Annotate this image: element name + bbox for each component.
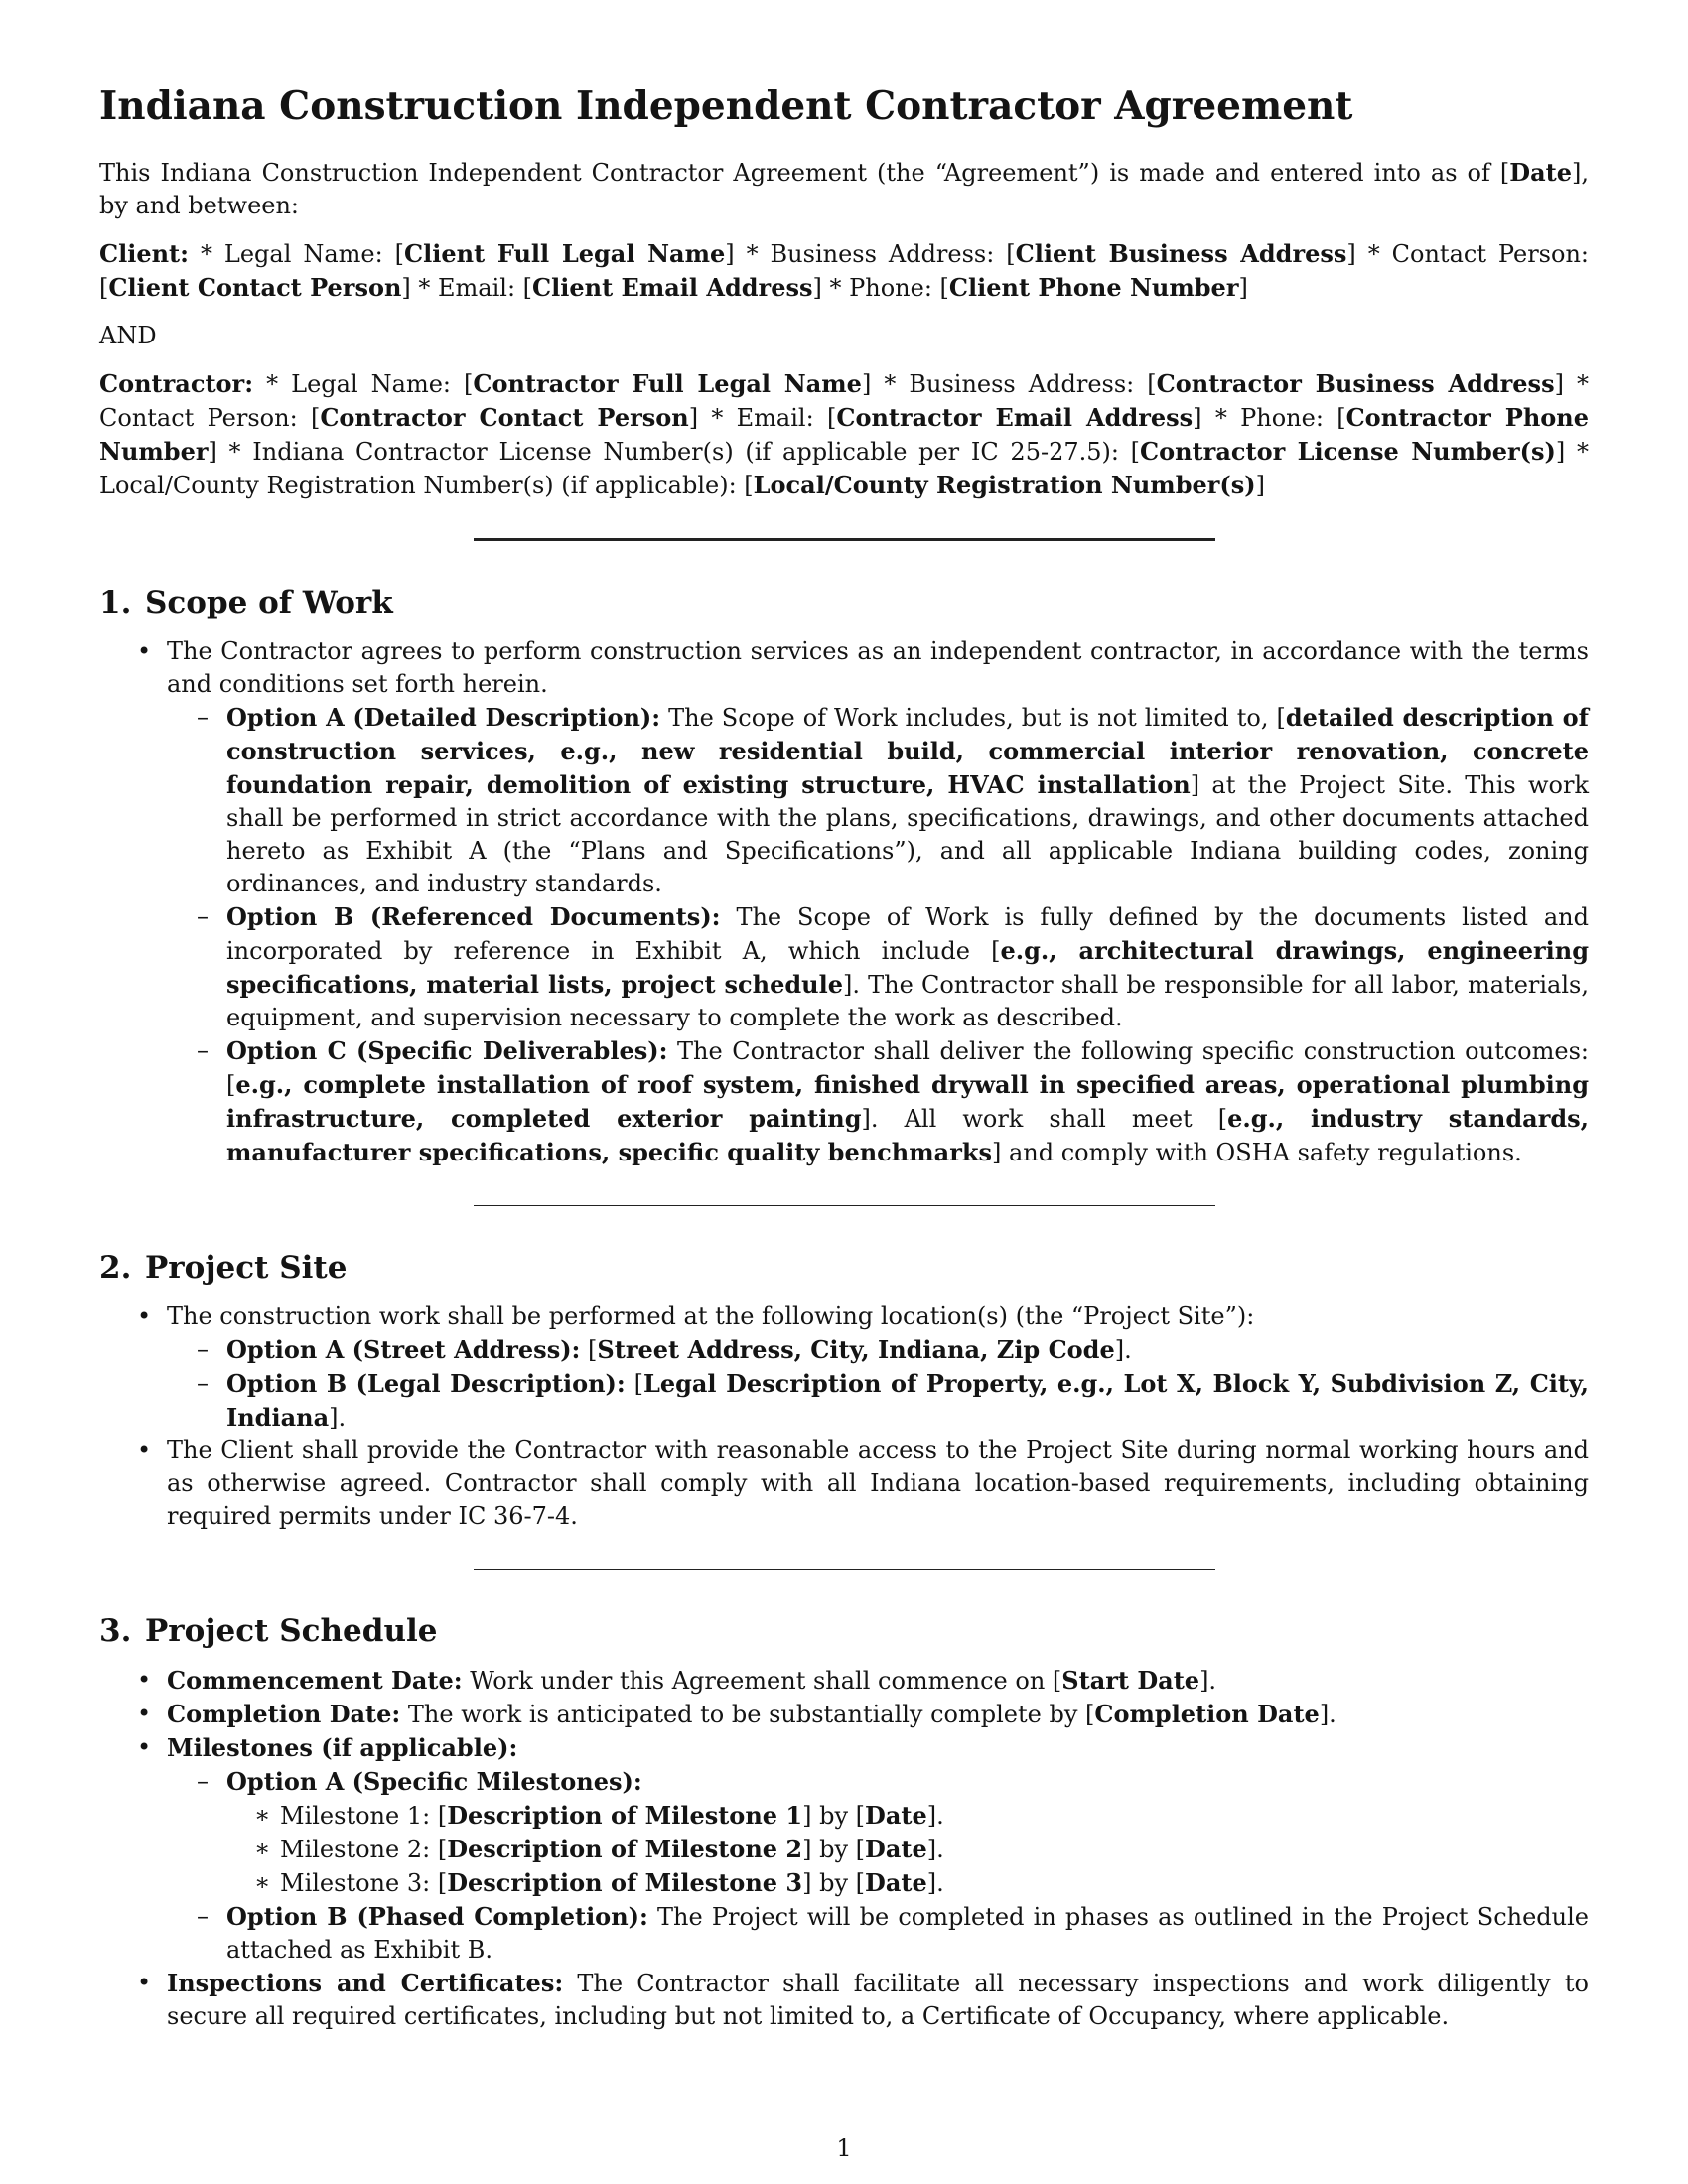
- site-option-b: – Option B (Legal Description): [Legal Description of Property, e.g., Lot X, Block Y, Subdivision Z, City, Indiana].: [167, 1367, 1589, 1434]
- site-options-list: [167, 1333, 1589, 1434]
- site-option-a: – Option A (Street Address): [Street Address, City, Indiana, Zip Code].: [167, 1333, 1589, 1367]
- client-block: Client: * Legal Name: [Client Full Legal Name] * Business Address: [Client Business Address] * Contact Person: [Client Contact Person] * Email: [Client Email Address] * Phone: [Client Phone Number]: [99, 238, 1589, 302]
- section-divider: [474, 1205, 1215, 1206]
- agreement-date-placeholder: Date: [1509, 157, 1572, 187]
- contractor-registration: Local/County Registration Number(s): [753, 470, 1256, 499]
- contractor-legal-name: Contractor Full Legal Name: [473, 368, 862, 398]
- inspections-item: • Inspections and Certificates: The Contractor shall facilitate all necessary inspections and work diligently to secure all required certificates, including but not limited to, a Certificate of Occupancy, where applicable.: [99, 1967, 1589, 2033]
- client-legal-name: Client Full Legal Name: [404, 238, 726, 268]
- section-divider: [474, 1569, 1215, 1570]
- section-2-list: [99, 1300, 1589, 1533]
- milestone-item: ∗ Milestone 1: [Description of Milestone 1] by [Date].: [226, 1799, 1589, 1833]
- list-item: • The Client shall provide the Contractor with reasonable access to the Project Site during normal working hours and as otherwise agreed. Contractor shall comply with all Indiana location-based requirements, including obtaining required permits under IC 36-7-4.: [99, 1434, 1589, 1533]
- scope-option-c: – Option C (Specific Deliverables): The Contractor shall deliver the following specific construction outcomes: [e.g., complete installation of roof system, finished drywall in specified areas, operational plumbing infrastructure, completed exterior painting]. All work shall meet [e.g., industry standards, manufacturer specifications, specific quality benchmarks] and comply with OSHA safety regulations.: [167, 1034, 1589, 1169]
- scope-option-b: – Option B (Referenced Documents): The Scope of Work is fully defined by the documents listed and incorporated by reference in Exhibit A, which include [e.g., architectural drawings, engineering specifications, material lists, project schedule]. The Contractor shall be responsible for all labor, materials, equipment, and supervision necessary to complete the work as described.: [167, 900, 1589, 1034]
- section-2-heading: 2. Project Site: [99, 1249, 348, 1286]
- scope-option-a: – Option A (Detailed Description): The Scope of Work includes, but is not limited to, [detailed description of construction services, e.g., new residential build, commercial interior renovation, concrete foundation repair, demolition of existing structure, HVAC installation] at the Project Site. This work shall be performed in strict accordance with the plans, specifications, drawings, and other documents attached hereto as Exhibit A (the “Plans and Specifications”), and all applicable Indiana building codes, zoning ordinances, and industry standards.: [167, 701, 1589, 900]
- client-contact-person: Client Contact Person: [108, 272, 402, 302]
- document-page: [99, 83, 1589, 2033]
- contractor-business-address: Contractor Business Address: [1156, 368, 1555, 398]
- client-label: Client:: [99, 238, 189, 268]
- completion-date-item: • Completion Date: The work is anticipated to be substantially complete by [Completion Date].: [99, 1698, 1589, 1731]
- list-item: • The construction work shall be performed at the following location(s) (the “Project Site”): – Option A (Street Address): [Street Address, City, Indiana, Zip Code]. – Option B (Legal Description): [Legal Description of Property, e.g., Lot X, Block Y, Subdivision Z, City, Indiana].: [99, 1300, 1589, 1434]
- contractor-phone: Contractor Phone Number: [99, 402, 1590, 466]
- contractor-block: Contractor: * Legal Name: [Contractor Full Legal Name] * Business Address: [Contractor Business Address] * Contact Person: [Contractor Contact Person] * Email: [Contractor Email Address] * Phone: [Contractor Phone Number] * Indiana Contractor License Number(s) (if applicable per IC 25-27.5): [Contractor License Number(s)] * Local/County Registration Number(s) (if applicable): [Local/County Registration Number(s)]: [99, 368, 1590, 499]
- section-1-list: [99, 635, 1589, 1169]
- milestones-item: • Milestones (if applicable): – Option A (Specific Milestones): ∗ Milestone 1: [Description of Milestone 1] by [Date]. ∗ Milestone 2: [Description of Milestone 2] by [Date]. ∗ Milestone 3: [Description of Milestone 3] by [Date]. – Option B (Phased Completion): The Project will be completed in phases as outlined in the Project Schedule attached as Exhibit B.: [99, 1731, 1589, 1967]
- section-divider: [474, 538, 1215, 541]
- contractor-email: Contractor Email Address: [836, 402, 1194, 432]
- document-title: Indiana Construction Independent Contractor Agreement: [99, 83, 1353, 129]
- contractor-contact-person: Contractor Contact Person: [320, 402, 689, 432]
- client-phone: Client Phone Number: [948, 272, 1239, 302]
- milestone-option-b: – Option B (Phased Completion): The Project will be completed in phases as outlined in the Project Schedule attached as Exhibit B.: [167, 1900, 1589, 1967]
- section-3-list: [99, 1664, 1589, 2033]
- milestone-list: [226, 1799, 1589, 1900]
- client-business-address: Client Business Address: [1015, 238, 1347, 268]
- page-number: 1: [836, 2134, 852, 2162]
- list-item: • The Contractor agrees to perform construction services as an independent contractor, in accordance with the terms and conditions set forth herein. – Option A (Detailed Description): The Scope of Work includes, but is not limited to, [detailed description of construction services, e.g., new residential build, commercial interior renovation, concrete foundation repair, demolition of existing structure, HVAC installation] at the Project Site. This work shall be performed in strict accordance with the plans, specifications, drawings, and other documents attached hereto as Exhibit A (the “Plans and Specifications”), and all applicable Indiana building codes, zoning ordinances, and industry standards. – Option B (Referenced Documents): The Scope of Work is fully defined by the documents listed and incorporated by reference in Exhibit A, which include [e.g., architectural drawings, engineering specifications, material lists, project schedule]. The Contractor shall be responsible for all labor, materials, equipment, and supervision necessary to complete the work as described. – Option C (Specific Deliverables): The Contractor shall deliver the following specific construction outcomes: [e.g., complete installation of roof system, finished drywall in specified areas, operational plumbing infrastructure, completed exterior painting]. All work shall meet [e.g., industry standards, manufacturer specifications, specific quality benchmarks] and comply with OSHA safety regulations.: [99, 635, 1589, 1169]
- contractor-label: Contractor:: [99, 368, 254, 398]
- client-email: Client Email Address: [532, 272, 813, 302]
- intro-paragraph: This Indiana Construction Independent Contractor Agreement (the “Agreement”) is made and entered into as of [Date], by and between:: [99, 157, 1589, 219]
- commencement-date-item: • Commencement Date: Work under this Agreement shall commence on [Start Date].: [99, 1664, 1589, 1698]
- contractor-license: Contractor License Number(s): [1140, 436, 1556, 466]
- section-1-heading: 1. Scope of Work: [99, 584, 393, 620]
- section-3-heading: 3. Project Schedule: [99, 1613, 438, 1650]
- and-separator: AND: [99, 321, 157, 349]
- milestone-option-a: – Option A (Specific Milestones): ∗ Milestone 1: [Description of Milestone 1] by [Date]. ∗ Milestone 2: [Description of Milestone 2] by [Date]. ∗ Milestone 3: [Description of Milestone 3] by [Date].: [167, 1765, 1589, 1900]
- scope-options-list: [167, 701, 1589, 1169]
- milestone-options-list: [167, 1765, 1589, 1967]
- milestone-item: ∗ Milestone 3: [Description of Milestone 3] by [Date].: [226, 1866, 1589, 1900]
- milestone-item: ∗ Milestone 2: [Description of Milestone 2] by [Date].: [226, 1833, 1589, 1866]
